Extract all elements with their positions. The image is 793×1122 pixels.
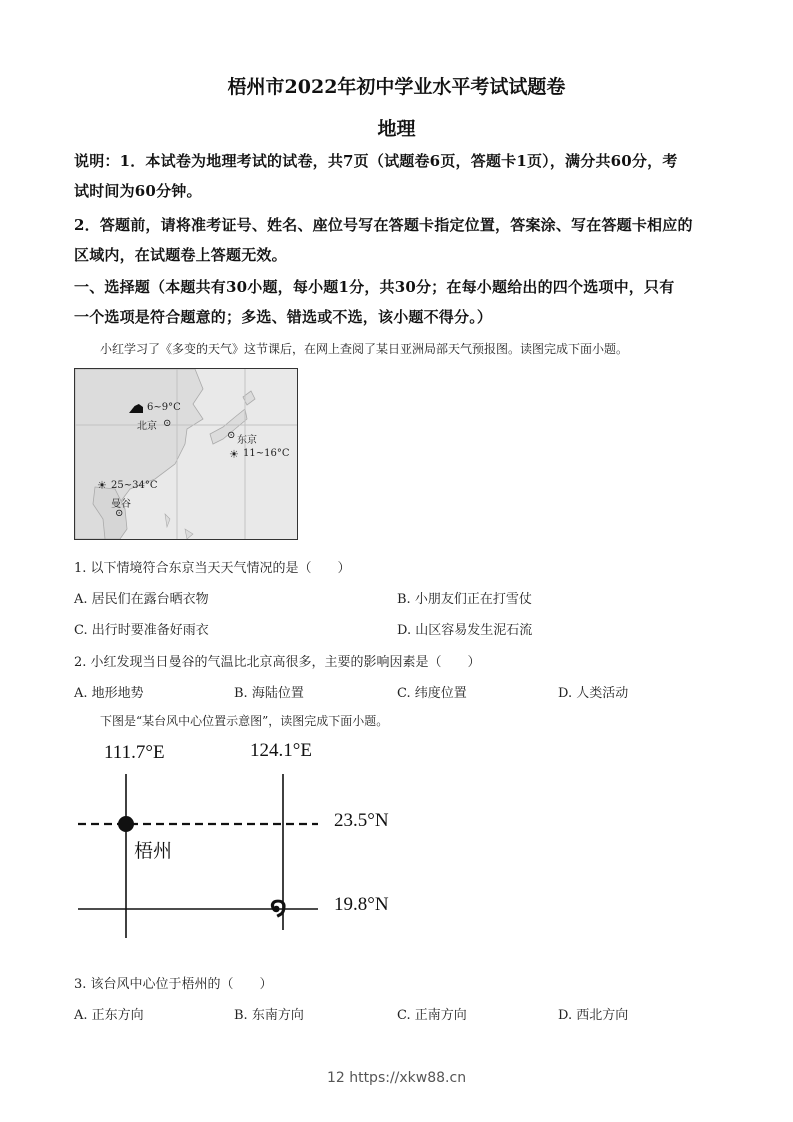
question-3-option-b[interactable]: B. 东南方向: [234, 1008, 304, 1023]
beijing-marker-icon: ⊙: [163, 418, 172, 429]
subject-title: 地理: [377, 118, 416, 140]
tokyo-temp: 11~16°C: [243, 448, 290, 459]
bangkok-marker-icon: ⊙: [115, 508, 124, 519]
intro-typhoon: 下图是“某台风中心位置示意图”，读图完成下面小题。: [100, 714, 389, 728]
bangkok-label: 曼谷: [111, 499, 131, 510]
instructions-line-3: 2．答题前，请将准考证号、姓名、座位号写在答题卡指定位置，答案涂、写在答题卡相应的: [74, 216, 693, 234]
bangkok-temp: 25~34°C: [111, 480, 158, 491]
question-2-option-a[interactable]: A. 地形地势: [74, 686, 144, 701]
instructions-line-4: 区域内，在试题卷上答题无效。: [74, 246, 287, 264]
question-2-stem: 2. 小红发现当日曼谷的气温比北京高很多，主要的影响因素是（ ）: [74, 655, 481, 670]
question-3-stem: 3. 该台风中心位于梧州的（ ）: [74, 977, 273, 992]
intro-weather: 小红学习了《多变的天气》这节课后，在网上查阅了某日亚洲局部天气预报图。读图完成下面小题。: [100, 342, 629, 356]
page-footer: 12 https://xkw88.cn: [326, 1070, 467, 1086]
question-2-option-b[interactable]: B. 海陆位置: [234, 686, 304, 701]
tokyo-label: 东京: [237, 435, 257, 446]
exam-title: 梧州市2022年初中学业水平考试试题卷: [227, 76, 566, 98]
section-heading-line-1: 一、选择题（本题共有30小题，每小题1分，共30分；在每小题给出的四个选项中，只有: [74, 278, 675, 296]
longitude-label-2: 124.1°E: [250, 740, 312, 761]
question-1-option-b[interactable]: B. 小朋友们正在打雪仗: [397, 592, 532, 607]
sun-icon: ☀: [97, 479, 107, 492]
typhoon-icon: ໑: [270, 892, 287, 922]
beijing-temp: 6~9°C: [147, 402, 181, 413]
latitude-label-2: 19.8°N: [334, 894, 389, 915]
longitude-label-1: 111.7°E: [104, 742, 165, 763]
instructions-line-1: 说明：1．本试卷为地理考试的试卷，共7页（试题卷6页，答题卡1页），满分共60分，考: [74, 152, 678, 170]
question-2-option-c[interactable]: C. 纬度位置: [397, 686, 467, 701]
question-1-option-c[interactable]: C. 出行时要准备好雨衣: [74, 623, 209, 638]
tokyo-marker-icon: ⊙: [227, 430, 236, 441]
wuzhou-label: 梧州: [134, 840, 173, 862]
question-3-option-d[interactable]: D. 西北方向: [558, 1008, 629, 1023]
question-3-option-c[interactable]: C. 正南方向: [397, 1008, 467, 1023]
question-1-option-d[interactable]: D. 山区容易发生泥石流: [397, 623, 533, 638]
section-heading-line-2: 一个选项是符合题意的；多选、错选或不选，该小题不得分。）: [74, 308, 493, 326]
sun-icon: ☀: [229, 448, 239, 461]
latitude-label-1: 23.5°N: [334, 810, 389, 831]
typhoon-diagram: [74, 738, 414, 938]
beijing-label: 北京: [137, 421, 157, 432]
question-1-stem: 1. 以下情境符合东京当天天气情况的是（ ）: [74, 561, 351, 576]
instructions-line-2: 试时间为60分钟。: [74, 182, 202, 200]
question-1-option-a[interactable]: A. 居民们在露台晒衣物: [74, 592, 209, 607]
question-2-option-d[interactable]: D. 人类活动: [558, 686, 629, 701]
question-3-option-a[interactable]: A. 正东方向: [74, 1008, 144, 1023]
weather-map: [74, 368, 298, 540]
